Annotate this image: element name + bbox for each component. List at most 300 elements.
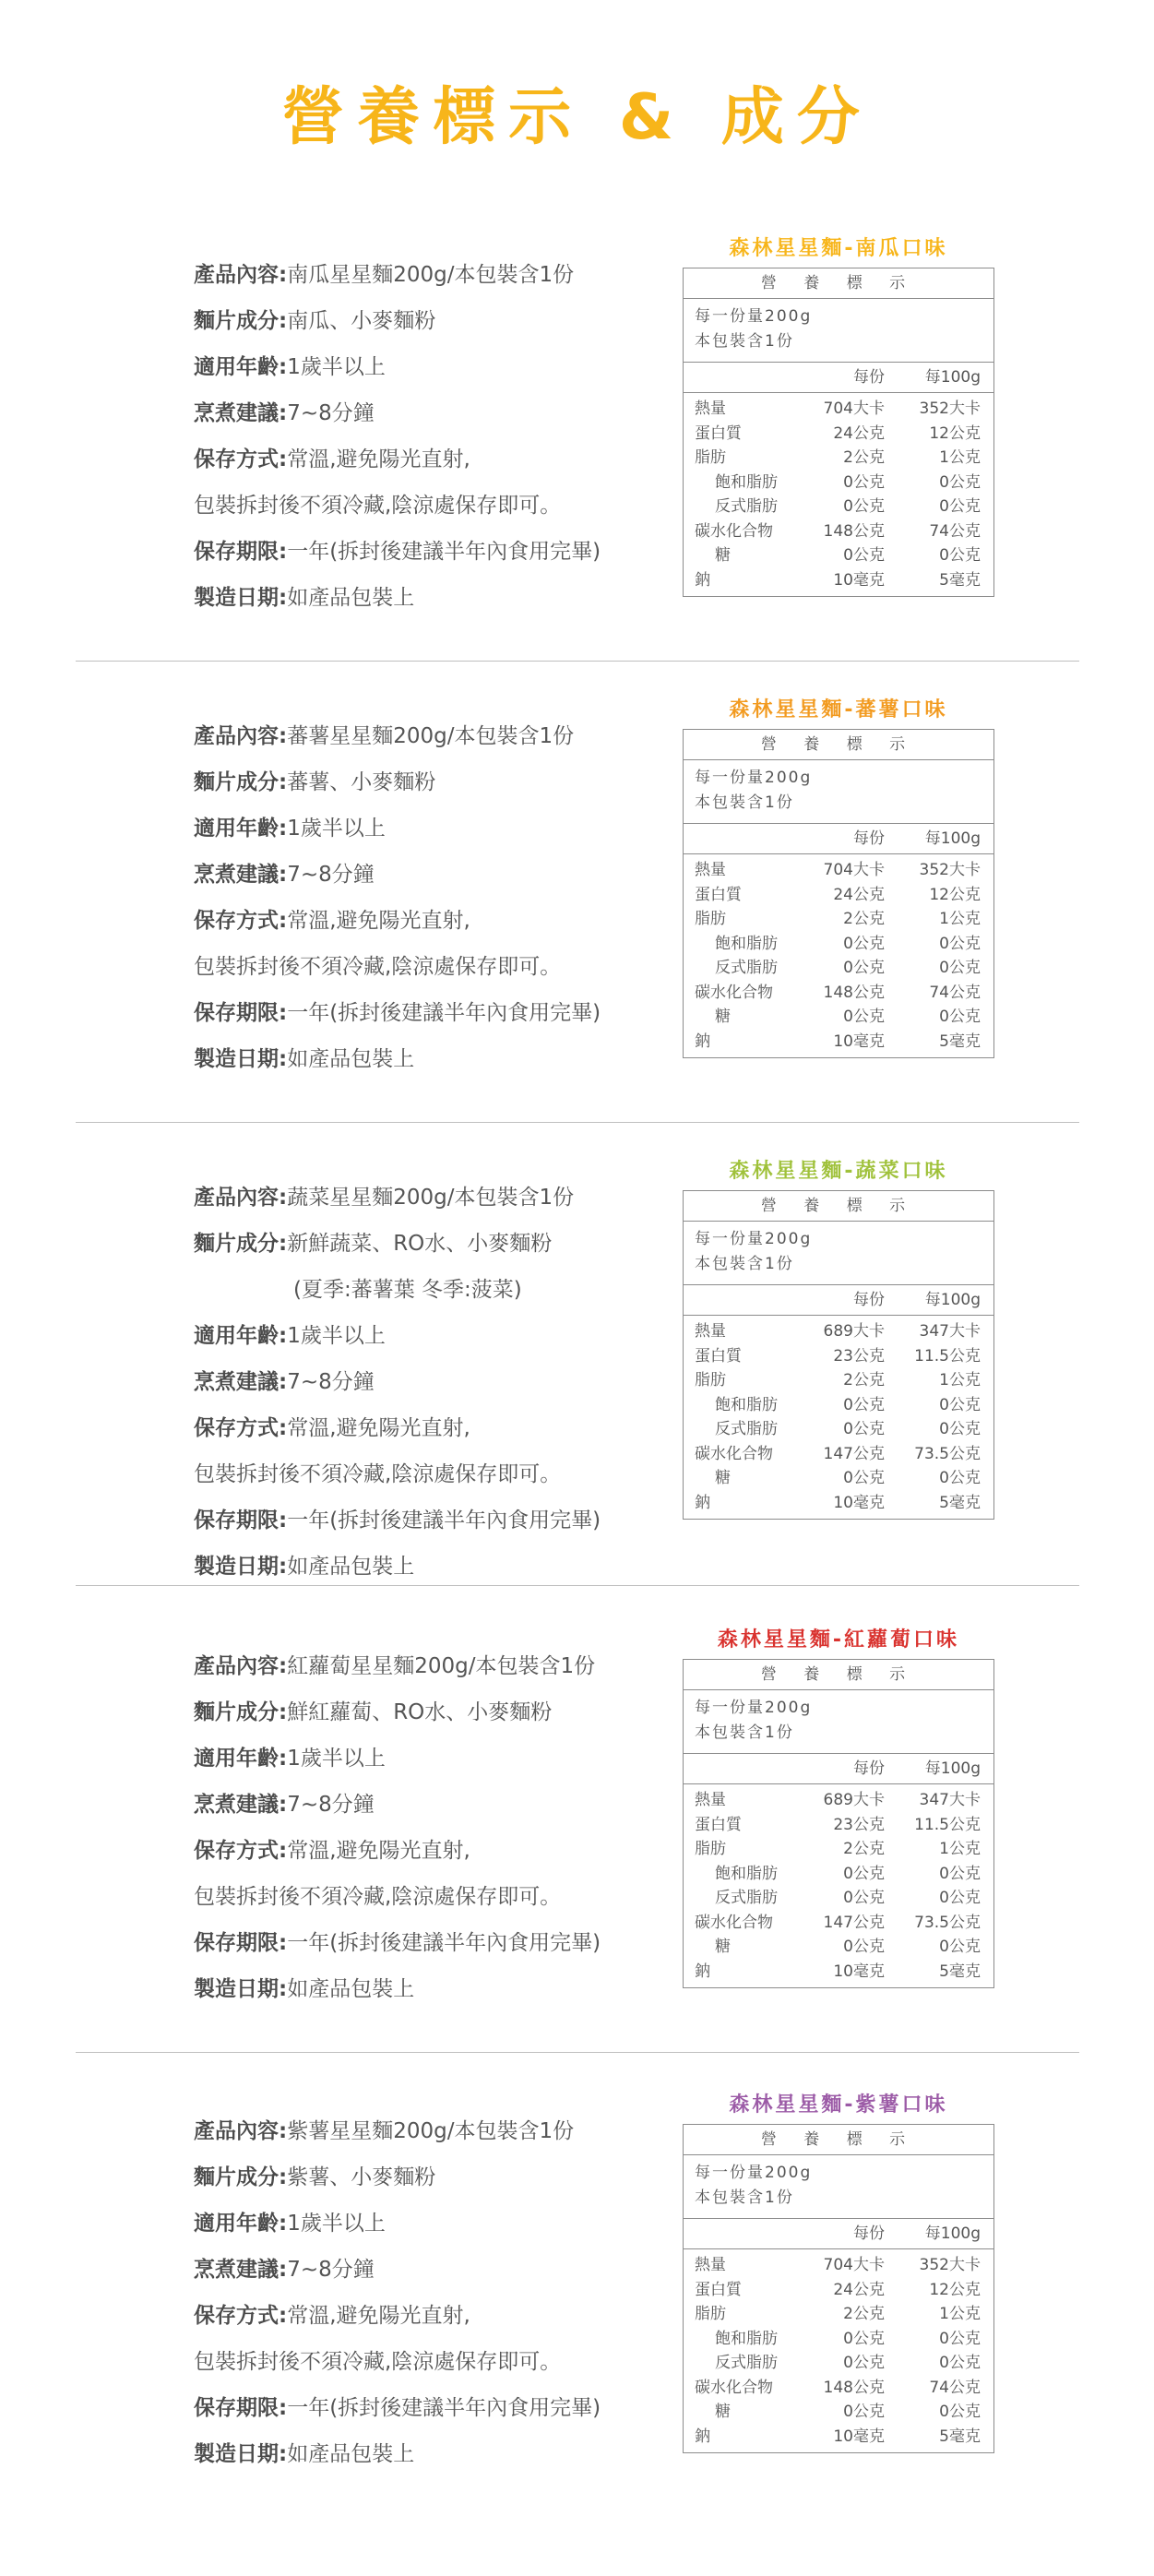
nutrient-per-serving: 2公克 <box>843 910 885 928</box>
nutrient-per-100g: 352大卡 <box>919 2256 981 2274</box>
nutrient-per-100g: 0公克 <box>939 2403 981 2421</box>
info-value: 包裝拆封後不須冷藏,陰涼處保存即可。 <box>194 1462 562 1486</box>
nutrition-table <box>683 2124 994 2453</box>
nutrient-per-serving: 0公克 <box>843 1420 885 1438</box>
info-value: 如產品包裝上 <box>287 1555 415 1579</box>
nutrient-per-100g: 73.5公克 <box>914 1444 981 1463</box>
info-label: 麵片成分: <box>194 770 288 794</box>
info-label: 烹煮建議: <box>194 401 288 425</box>
info-value: 包裝拆封後不須冷藏,陰涼處保存即可。 <box>194 1885 562 1909</box>
nutrient-per-100g: 5毫克 <box>939 1032 981 1051</box>
nutrient-per-serving: 704大卡 <box>823 2256 885 2274</box>
nutrient-name: 碳水化合物 <box>695 2378 773 2397</box>
nutrient-row <box>684 1466 993 1491</box>
nutrient-row <box>684 1319 993 1344</box>
nutrient-per-100g: 0公克 <box>939 1889 981 1907</box>
info-value: (夏季:蕃薯葉 冬季:菠菜) <box>293 1278 522 1302</box>
nutrient-per-serving: 0公克 <box>843 546 885 565</box>
nutrient-row <box>684 1030 993 1055</box>
info-value: 一年(拆封後建議半年內食用完畢) <box>287 1509 601 1532</box>
product-info <box>194 2108 673 2477</box>
info-row <box>194 1828 673 1874</box>
product-info <box>194 713 673 1082</box>
flavor-title: 森林星星麵-紫薯口味 <box>729 2093 948 2117</box>
nutrient-row <box>684 1442 993 1467</box>
info-label: 適用年齡: <box>194 355 288 379</box>
nutrient-row <box>684 1344 993 1369</box>
nutrient-per-serving: 148公克 <box>823 521 885 541</box>
flavor-title: 森林星星麵-南瓜口味 <box>729 237 948 260</box>
info-value: 常溫,避免陽光直射, <box>287 1416 470 1440</box>
info-row <box>194 1451 673 1497</box>
nutrient-name: 蛋白質 <box>695 423 742 443</box>
nutrition-label <box>683 2087 994 2453</box>
nutrient-name: 蛋白質 <box>695 1815 742 1834</box>
info-label: 製造日期: <box>194 586 288 610</box>
nutrient-per-100g: 0公克 <box>939 934 981 953</box>
nutrient-name: 碳水化合物 <box>695 1444 773 1463</box>
info-label: 保存期限: <box>194 1509 288 1532</box>
nutrient-per-serving: 0公克 <box>843 959 885 977</box>
nutrient-row <box>684 1935 993 1960</box>
nutrient-per-100g: 74公克 <box>929 521 981 541</box>
nutrition-table <box>683 729 994 1058</box>
nutrient-per-serving: 0公克 <box>843 1938 885 1956</box>
nutrient-per-100g: 352大卡 <box>919 861 981 879</box>
nutrient-row <box>684 2351 993 2376</box>
info-row <box>194 1313 673 1359</box>
nutrient-row <box>684 2400 993 2425</box>
info-label: 產品內容: <box>194 263 288 287</box>
info-label: 麵片成分: <box>194 1232 288 1256</box>
nutrient-per-100g: 0公克 <box>939 1395 981 1414</box>
nutrient-per-serving: 148公克 <box>823 983 885 1002</box>
col-per-serving: 每份 <box>853 368 885 387</box>
nutrient-name: 蛋白質 <box>695 2280 742 2299</box>
nutrient-per-100g: 73.5公克 <box>914 1913 981 1932</box>
nutrient-per-100g: 11.5公克 <box>914 1346 981 1366</box>
nutrient-row <box>684 956 993 981</box>
nutrient-per-serving: 0公克 <box>843 2403 885 2421</box>
info-label: 烹煮建議: <box>194 863 288 887</box>
info-row <box>194 1643 673 1689</box>
nutrient-per-100g: 347大卡 <box>919 1322 981 1341</box>
col-per-serving: 每份 <box>853 1759 885 1778</box>
nutrient-per-100g: 0公克 <box>939 1864 981 1883</box>
nutrient-row <box>684 1368 993 1393</box>
nutrition-header: 營 養 標 示 <box>684 730 993 760</box>
col-per-serving: 每份 <box>853 829 885 848</box>
nutrient-name: 飽和脂肪 <box>715 934 778 953</box>
info-row <box>194 1175 673 1221</box>
nutrient-row <box>684 422 993 447</box>
product-info <box>194 1643 673 2012</box>
nutrition-table <box>683 1659 994 1988</box>
nutrient-per-serving: 0公克 <box>843 497 885 516</box>
nutrient-per-serving: 2公克 <box>843 1840 885 1858</box>
nutrient-per-100g: 1公克 <box>939 448 981 467</box>
nutrition-header: 營 養 標 示 <box>684 1191 993 1222</box>
info-value: 包裝拆封後不須冷藏,陰涼處保存即可。 <box>194 2350 562 2374</box>
info-row <box>194 436 673 483</box>
serving-info <box>684 299 993 363</box>
nutrient-name: 熱量 <box>695 861 726 879</box>
nutrient-per-100g: 1公克 <box>939 1840 981 1858</box>
info-value: 蕃薯、小麥麵粉 <box>287 770 436 794</box>
nutrient-row <box>684 2278 993 2303</box>
info-label: 製造日期: <box>194 1047 288 1071</box>
info-row <box>194 713 673 759</box>
nutrient-row <box>684 446 993 471</box>
info-value: 蕃薯星星麵200g/本包裝含1份 <box>287 724 575 748</box>
nutrient-per-100g: 0公克 <box>939 959 981 977</box>
info-value: 7~8分鐘 <box>287 401 375 425</box>
serving-info <box>684 1222 993 1285</box>
nutrient-per-serving: 10毫克 <box>833 1493 885 1512</box>
col-per-100g: 每100g <box>924 1759 981 1778</box>
info-row <box>194 898 673 944</box>
serving-line: 每一份量200g <box>695 1230 813 1248</box>
nutrient-per-100g: 0公克 <box>939 472 981 492</box>
info-value: 新鮮蔬菜、RO水、小麥麵粉 <box>287 1232 553 1256</box>
nutrient-row <box>684 1813 993 1838</box>
nutrient-name: 反式脂肪 <box>715 497 778 516</box>
nutrient-row <box>684 1005 993 1030</box>
nutrient-row <box>684 981 993 1006</box>
nutrient-row <box>684 2376 993 2401</box>
nutrient-row <box>684 2425 993 2450</box>
nutrient-per-serving: 147公克 <box>823 1444 885 1463</box>
nutrient-per-serving: 24公克 <box>833 423 885 443</box>
info-row <box>194 1544 673 1590</box>
nutrient-name: 鈉 <box>695 2427 710 2446</box>
page-title: 營養標示 & 成分 <box>281 81 873 154</box>
nutrient-per-serving: 689大卡 <box>823 1791 885 1809</box>
nutrient-name: 鈉 <box>695 570 710 590</box>
nutrient-per-serving: 0公克 <box>843 1008 885 1026</box>
nutrient-per-100g: 12公克 <box>929 2280 981 2299</box>
product-info <box>194 1175 673 1590</box>
nutrient-per-100g: 0公克 <box>939 2329 981 2348</box>
nutrient-name: 碳水化合物 <box>695 983 773 1002</box>
section-divider <box>76 1122 1079 1123</box>
nutrient-per-100g: 74公克 <box>929 983 981 1002</box>
info-value: 南瓜星星麵200g/本包裝含1份 <box>287 263 575 287</box>
info-row <box>194 2293 673 2339</box>
serving-info <box>684 2155 993 2219</box>
nutrient-row <box>684 2327 993 2352</box>
info-label: 保存期限: <box>194 1001 288 1025</box>
nutrient-name: 碳水化合物 <box>695 521 773 541</box>
info-row <box>194 2247 673 2293</box>
info-row <box>194 2339 673 2385</box>
nutrient-row <box>684 1417 993 1442</box>
info-label: 保存期限: <box>194 1931 288 1955</box>
info-row <box>194 1782 673 1828</box>
nutrient-per-serving: 0公克 <box>843 2329 885 2348</box>
info-row <box>194 1497 673 1544</box>
nutrient-row <box>684 932 993 957</box>
info-label: 產品內容: <box>194 1186 288 1210</box>
info-label: 烹煮建議: <box>194 1793 288 1817</box>
nutrient-row <box>684 1862 993 1887</box>
nutrient-name: 熱量 <box>695 1791 726 1809</box>
info-row <box>194 2431 673 2477</box>
info-row <box>194 1405 673 1451</box>
info-label: 適用年齡: <box>194 817 288 841</box>
nutrient-per-serving: 24公克 <box>833 885 885 904</box>
nutrient-per-100g: 5毫克 <box>939 570 981 590</box>
nutrition-label <box>683 1622 994 1988</box>
info-value: 如產品包裝上 <box>287 1047 415 1071</box>
col-per-serving: 每份 <box>853 2224 885 2243</box>
column-headers <box>684 1754 993 1784</box>
nutrient-per-100g: 0公克 <box>939 2354 981 2372</box>
nutrient-name: 飽和脂肪 <box>715 2329 778 2348</box>
info-label: 麵片成分: <box>194 309 288 333</box>
serving-info <box>684 760 993 824</box>
nutrient-row <box>684 568 993 593</box>
nutrient-per-100g: 5毫克 <box>939 1962 981 1981</box>
col-per-100g: 每100g <box>924 829 981 848</box>
nutrient-per-100g: 5毫克 <box>939 2427 981 2446</box>
nutrition-table <box>683 268 994 597</box>
info-value: 如產品包裝上 <box>287 2442 415 2466</box>
nutrition-label <box>683 692 994 1058</box>
info-label: 製造日期: <box>194 1977 288 2001</box>
info-row <box>194 390 673 436</box>
info-row <box>194 344 673 390</box>
info-label: 保存方式: <box>194 1416 288 1440</box>
info-label: 製造日期: <box>194 1555 288 1579</box>
nutrient-name: 糖 <box>715 2403 731 2421</box>
product-section <box>0 1613 1154 2074</box>
nutrient-per-serving: 2公克 <box>843 448 885 467</box>
nutrient-per-serving: 2公克 <box>843 2305 885 2323</box>
nutrient-per-serving: 704大卡 <box>823 861 885 879</box>
nutrition-label <box>683 231 994 597</box>
nutrient-name: 飽和脂肪 <box>715 1864 778 1883</box>
nutrient-per-serving: 689大卡 <box>823 1322 885 1341</box>
serving-line: 每一份量200g <box>695 307 813 326</box>
nutrient-row <box>684 1960 993 1985</box>
nutrient-name: 蛋白質 <box>695 1346 742 1366</box>
section-divider <box>76 661 1079 662</box>
info-label: 產品內容: <box>194 724 288 748</box>
nutrient-per-serving: 148公克 <box>823 2378 885 2397</box>
nutrient-name: 飽和脂肪 <box>715 1395 778 1414</box>
info-value: 常溫,避免陽光直射, <box>287 2304 470 2328</box>
nutrient-per-100g: 0公克 <box>939 1938 981 1956</box>
info-value: 南瓜、小麥麵粉 <box>287 309 436 333</box>
nutrient-row <box>684 543 993 568</box>
column-headers <box>684 824 993 854</box>
nutrient-per-serving: 2公克 <box>843 1371 885 1389</box>
info-value: 包裝拆封後不須冷藏,陰涼處保存即可。 <box>194 494 562 518</box>
nutrient-name: 脂肪 <box>695 2305 726 2323</box>
info-row <box>194 2385 673 2431</box>
nutrient-name: 反式脂肪 <box>715 1889 778 1907</box>
nutrient-per-serving: 0公克 <box>843 1469 885 1487</box>
info-value: 常溫,避免陽光直射, <box>287 1839 470 1863</box>
flavor-title: 森林星星麵-蕃薯口味 <box>729 698 948 722</box>
nutrient-name: 反式脂肪 <box>715 959 778 977</box>
nutrient-row <box>684 471 993 495</box>
nutrient-per-100g: 347大卡 <box>919 1791 981 1809</box>
nutrient-per-100g: 1公克 <box>939 2305 981 2323</box>
info-label: 烹煮建議: <box>194 1370 288 1394</box>
info-value: 1歲半以上 <box>287 817 386 841</box>
nutrient-per-100g: 0公克 <box>939 497 981 516</box>
nutrient-per-100g: 0公克 <box>939 1008 981 1026</box>
info-value: 1歲半以上 <box>287 355 386 379</box>
product-info <box>194 252 673 621</box>
nutrient-row <box>684 1911 993 1936</box>
nutrient-per-100g: 12公克 <box>929 885 981 904</box>
nutrition-table <box>683 1190 994 1520</box>
serving-line: 每一份量200g <box>695 1699 813 1717</box>
info-value: 一年(拆封後建議半年內食用完畢) <box>287 1001 601 1025</box>
info-value: 1歲半以上 <box>287 2212 386 2236</box>
product-section <box>0 1144 1154 1605</box>
nutrient-per-serving: 10毫克 <box>833 570 885 590</box>
info-row <box>194 575 673 621</box>
info-value: 包裝拆封後不須冷藏,陰涼處保存即可。 <box>194 955 562 979</box>
info-label: 保存期限: <box>194 540 288 564</box>
nutrition-label <box>683 1153 994 1520</box>
nutrient-name: 脂肪 <box>695 448 726 467</box>
serving-line: 每一份量200g <box>695 769 813 787</box>
product-section <box>0 221 1154 683</box>
info-value: 如產品包裝上 <box>287 586 415 610</box>
nutrient-row <box>684 1393 993 1418</box>
nutrient-per-serving: 147公克 <box>823 1913 885 1932</box>
nutrient-name: 脂肪 <box>695 1840 726 1858</box>
info-row <box>194 944 673 990</box>
serving-line: 本包裝含1份 <box>695 2188 794 2207</box>
nutrient-name: 鈉 <box>695 1032 710 1051</box>
info-value: 常溫,避免陽光直射, <box>287 909 470 933</box>
nutrient-name: 反式脂肪 <box>715 2354 778 2372</box>
nutrient-per-serving: 0公克 <box>843 1864 885 1883</box>
nutrient-name: 鈉 <box>695 1493 710 1512</box>
nutrient-per-serving: 10毫克 <box>833 2427 885 2446</box>
info-row <box>194 852 673 898</box>
info-label: 保存期限: <box>194 2396 288 2420</box>
info-value: 常溫,避免陽光直射, <box>287 447 470 471</box>
nutrient-row <box>684 907 993 932</box>
nutrient-per-100g: 352大卡 <box>919 400 981 418</box>
nutrient-row <box>684 495 993 519</box>
info-row <box>194 990 673 1036</box>
info-row <box>194 1920 673 1966</box>
nutrient-per-100g: 1公克 <box>939 1371 981 1389</box>
nutrient-name: 糖 <box>715 1008 731 1026</box>
col-per-100g: 每100g <box>924 2224 981 2243</box>
info-label: 烹煮建議: <box>194 2258 288 2282</box>
product-section <box>0 683 1154 1144</box>
nutrient-per-serving: 10毫克 <box>833 1962 885 1981</box>
col-per-serving: 每份 <box>853 1291 885 1309</box>
info-value: 紫薯星星麵200g/本包裝含1份 <box>287 2119 575 2143</box>
nutrition-header: 營 養 標 示 <box>684 1660 993 1690</box>
info-label: 保存方式: <box>194 1839 288 1863</box>
info-value: 一年(拆封後建議半年內食用完畢) <box>287 2396 601 2420</box>
info-value: 蔬菜星星麵200g/本包裝含1份 <box>287 1186 575 1210</box>
nutrient-row <box>684 858 993 883</box>
nutrient-name: 反式脂肪 <box>715 1420 778 1438</box>
info-label: 適用年齡: <box>194 1324 288 1348</box>
info-value: 1歲半以上 <box>287 1747 386 1771</box>
info-row <box>194 2200 673 2247</box>
info-row <box>194 1689 673 1735</box>
info-row <box>194 2154 673 2200</box>
nutrient-name: 鈉 <box>695 1962 710 1981</box>
info-value: 7~8分鐘 <box>287 2258 375 2282</box>
nutrient-per-serving: 0公克 <box>843 934 885 953</box>
info-label: 保存方式: <box>194 909 288 933</box>
info-label: 保存方式: <box>194 2304 288 2328</box>
nutrient-row <box>684 883 993 908</box>
serving-line: 本包裝含1份 <box>695 793 794 812</box>
nutrient-per-serving: 23公克 <box>833 1815 885 1834</box>
nutrient-name: 熱量 <box>695 2256 726 2274</box>
nutrient-per-serving: 0公克 <box>843 472 885 492</box>
info-value: 7~8分鐘 <box>287 1370 375 1394</box>
info-row <box>194 298 673 344</box>
nutrient-row <box>684 397 993 422</box>
info-value: 1歲半以上 <box>287 1324 386 1348</box>
nutrient-per-serving: 23公克 <box>833 1346 885 1366</box>
nutrient-per-serving: 10毫克 <box>833 1032 885 1051</box>
info-value: 紅蘿蔔星星麵200g/本包裝含1份 <box>287 1654 596 1678</box>
info-label: 產品內容: <box>194 1654 288 1678</box>
nutrient-per-serving: 0公克 <box>843 1395 885 1414</box>
flavor-title: 森林星星麵-蔬菜口味 <box>729 1160 948 1183</box>
info-value: 一年(拆封後建議半年內食用完畢) <box>287 1931 601 1955</box>
info-row <box>194 805 673 852</box>
info-value: 鮮紅蘿蔔、RO水、小麥麵粉 <box>287 1700 553 1724</box>
info-value: 如產品包裝上 <box>287 1977 415 2001</box>
column-headers <box>684 1285 993 1316</box>
nutrient-name: 糖 <box>715 1938 731 1956</box>
nutrient-row <box>684 1491 993 1516</box>
info-label: 適用年齡: <box>194 1747 288 1771</box>
info-label: 製造日期: <box>194 2442 288 2466</box>
product-section <box>0 2078 1154 2539</box>
nutrient-row <box>684 1886 993 1911</box>
nutrient-per-serving: 24公克 <box>833 2280 885 2299</box>
info-row <box>194 483 673 529</box>
column-headers <box>684 2219 993 2249</box>
nutrition-header: 營 養 標 示 <box>684 268 993 299</box>
info-row <box>194 1874 673 1920</box>
info-row <box>194 759 673 805</box>
nutrient-name: 熱量 <box>695 1322 726 1341</box>
info-row <box>194 1221 673 1267</box>
info-label: 保存方式: <box>194 447 288 471</box>
info-row <box>194 529 673 575</box>
info-row <box>194 1966 673 2012</box>
serving-line: 本包裝含1份 <box>695 332 794 351</box>
info-row <box>194 2108 673 2154</box>
serving-line: 本包裝含1份 <box>695 1255 794 1273</box>
info-row <box>194 1036 673 1082</box>
info-value: 一年(拆封後建議半年內食用完畢) <box>287 540 601 564</box>
nutrient-row <box>684 1788 993 1813</box>
info-label: 產品內容: <box>194 2119 288 2143</box>
nutrient-name: 飽和脂肪 <box>715 472 778 492</box>
